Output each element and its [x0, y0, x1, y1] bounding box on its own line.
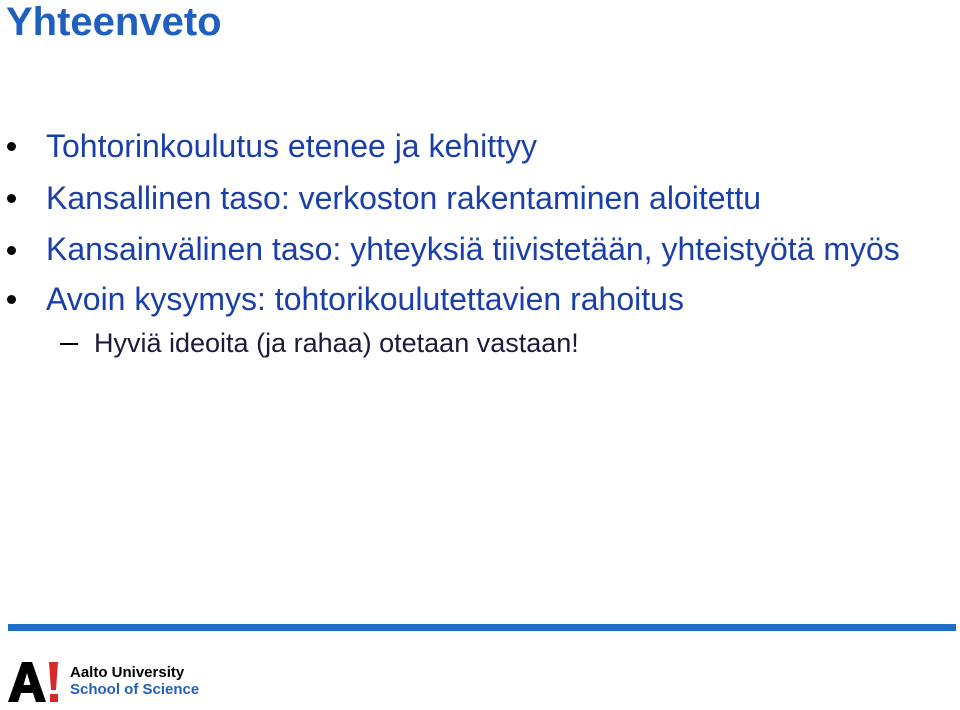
footer-rule [8, 624, 956, 631]
bullet-dot-icon [7, 295, 16, 304]
bullet-item [0, 224, 926, 275]
slide-title: Yhteenveto [6, 0, 222, 44]
aalto-logo [8, 660, 199, 706]
logo-wordmark [70, 664, 199, 698]
aalto-logo-icon [8, 660, 60, 702]
bullet-item [0, 172, 950, 224]
bullet-text: Kansallinen taso: verkoston rakentaminen aloitettu [46, 180, 762, 216]
sub-bullet-item [0, 325, 950, 361]
bullet-dot-icon [7, 142, 16, 151]
school-name: School of Science [70, 681, 200, 698]
bullet-list [0, 120, 950, 361]
bullet-item [0, 120, 950, 172]
sub-bullet-text: Hyviä ideoita (ja rahaa) otetaan vastaan! [94, 328, 579, 358]
bullet-text: Tohtorinkoulutus etenee ja kehittyy [46, 128, 537, 164]
bullet-text: Kansainvälinen taso: yhteyksiä tiivistetään, yhteistyötä myös [46, 231, 900, 267]
university-name: Aalto University [70, 664, 185, 681]
bullet-text: Avoin kysymys: tohtorikoulutettavien rahoitus [46, 281, 684, 317]
bullet-dot-icon [7, 246, 16, 255]
dash-icon [60, 343, 78, 345]
bullet-dot-icon [7, 194, 16, 203]
bullet-item [0, 273, 950, 325]
